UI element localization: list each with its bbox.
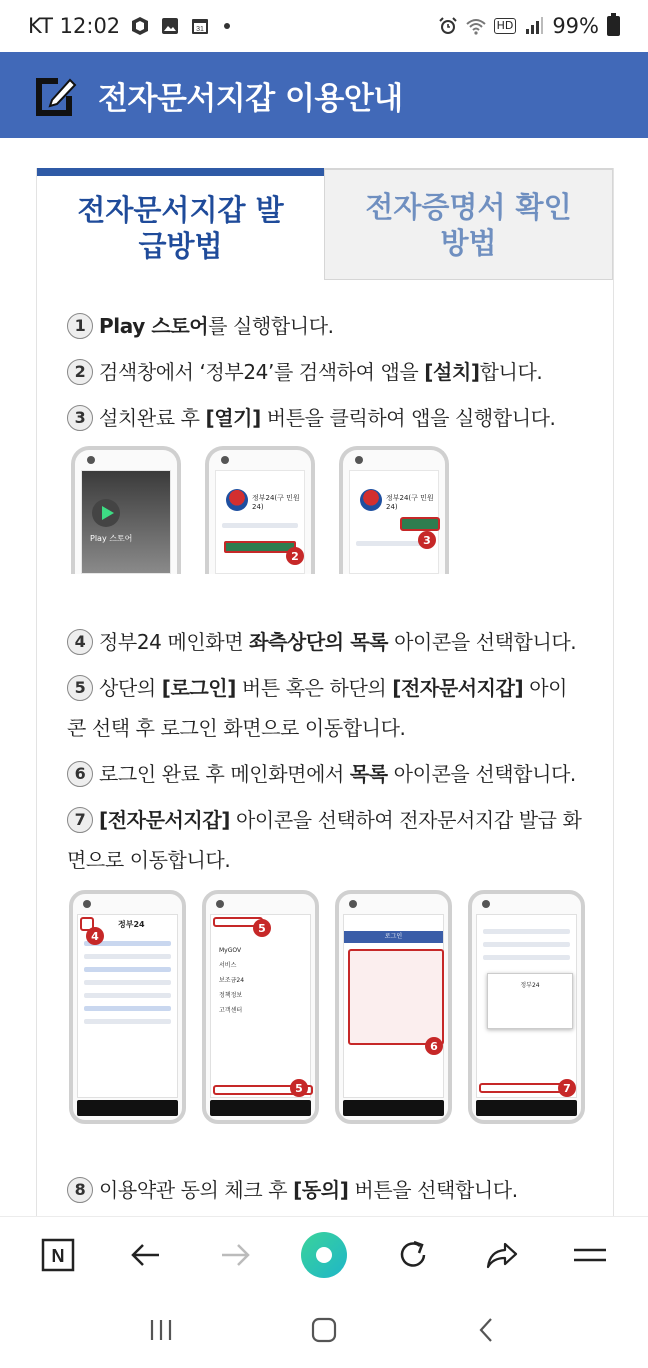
cube-icon [130,16,150,36]
gov24-logo-icon [360,489,382,511]
browser-toolbar [0,1216,648,1292]
signal-icon [524,16,544,36]
step-emphasis: 좌측상단의 목록 [249,630,389,654]
step-badge: 5 [253,919,271,937]
phone-app-title: 정부24(구 민원24) [252,494,300,511]
step-text: 정부24 메인화면 [99,630,250,654]
edit-document-icon [30,70,80,120]
svg-text:N: N [51,1245,65,1266]
battery-percent: 99% [552,14,599,38]
status-left [28,14,230,38]
menu-item: 보조금24 [219,977,245,984]
recent-apps-icon[interactable] [139,1308,183,1352]
step-badge: 4 [86,927,104,945]
status-right [438,14,620,38]
gallery-icon [160,16,180,36]
dialog-box [487,973,573,1029]
menu-item: 정책정보 [219,992,243,999]
phone-screenshot-open [339,446,449,574]
step-number: 5 [67,675,93,701]
step-badge: 3 [418,531,436,549]
step-text: 상단의 [99,676,162,700]
step-number: 3 [67,405,93,431]
svg-text:31: 31 [196,26,205,33]
login-screenshots [69,890,585,1124]
phone-screenshot-playstore [71,446,181,574]
forward-arrow-icon[interactable] [213,1233,257,1277]
page-title: 전자문서지갑 이용안내 [98,80,403,117]
step-number: 4 [67,629,93,655]
step-7 [67,800,585,880]
phone-screenshot-menu [202,890,319,1124]
step-5 [67,668,585,748]
carrier-time: KT 12:02 [28,14,121,38]
step-3 [67,398,585,438]
step-number: 6 [67,761,93,787]
phone-screenshot-main [69,890,186,1124]
calendar-icon [190,16,210,36]
back-icon[interactable] [465,1308,509,1352]
steps-list [37,280,613,1210]
step-text: 아이콘을 선택합니다. [388,630,577,654]
status-bar [0,0,648,52]
menu-icon[interactable] [568,1233,612,1277]
step-emphasis: Play 스토어 [99,314,209,338]
menu-item: MyGOV [219,947,242,954]
share-icon[interactable] [480,1233,524,1277]
step-number: 2 [67,359,93,385]
guide-content [36,168,614,1216]
dialog-title: 정부24 [520,982,540,989]
step-1 [67,306,585,346]
step-2 [67,352,585,392]
step-emphasis: 목록 [349,762,388,786]
phone-app-name: 정부24 [118,920,145,929]
step-text: 설치완료 후 [99,406,206,430]
open-button-highlight [400,517,440,531]
play-store-icon [92,499,120,527]
login-title: 로그인 [344,931,443,943]
step-emphasis: [설치] [424,360,480,384]
step-badge: 6 [425,1037,443,1055]
phone-screenshot-install [205,446,315,574]
battery-icon [607,16,620,36]
wifi-icon [466,16,486,36]
step-badge: 5 [290,1079,308,1097]
step-text: 이용약관 동의 체크 후 [99,1178,294,1202]
tab-certificate-check[interactable]: 전자증명서 확인 방법 [324,168,613,280]
phone-screenshot-login [335,890,452,1124]
step-text: 로그인 완료 후 메인화면에서 [99,762,350,786]
phone-app-title: 정부24(구 민원24) [386,494,434,511]
step-number: 8 [67,1177,93,1203]
step-text: 아이콘 선택 후 로그인 화면으로 이동합니다. [67,676,568,740]
step-text: 를 실행합니다. [208,314,334,338]
page-header [0,52,648,138]
step-4 [67,622,585,662]
step-emphasis: [동의] [293,1178,349,1202]
step-text: 검색창에서 ‘정부24’를 검색하여 앱을 [99,360,425,384]
menu-item: 서비스 [219,962,237,969]
naver-home-icon[interactable] [36,1233,80,1277]
step-badge: 7 [558,1079,576,1097]
green-dot-icon[interactable] [301,1232,347,1278]
step-text: 버튼 혹은 하단의 [235,676,393,700]
back-arrow-icon[interactable] [124,1233,168,1277]
menu-item: 고객센터 [219,1007,243,1014]
alarm-icon [438,16,458,36]
step-text: 버튼을 클릭하여 앱을 실행합니다. [260,406,556,430]
install-button-highlight [224,541,296,553]
phone-caption: Play 스토어 [90,534,133,543]
step-emphasis: [전자문서지갑] [99,808,231,832]
login-area-highlight [348,949,444,1045]
step-emphasis: [전자문서지갑] [392,676,524,700]
step-badge: 2 [286,547,304,565]
phone-screenshot-wallet [468,890,585,1124]
gov24-logo-icon [226,489,248,511]
refresh-icon[interactable] [391,1233,435,1277]
step-emphasis: [열기] [205,406,261,430]
system-nav-bar [0,1292,648,1368]
step-text: 버튼을 선택합니다. [348,1178,518,1202]
notification-dot [224,23,230,29]
step-text: 아이콘을 선택하여 전자문서지갑 발급 화면으로 이동합니다. [67,808,582,872]
step-number: 7 [67,807,93,833]
hd-icon: HD [494,18,517,34]
tab-wallet-issue[interactable]: 전자문서지갑 발급방법 [37,168,324,280]
step-emphasis: [로그인] [161,676,236,700]
guide-tabs [37,168,613,280]
step-number: 1 [67,313,93,339]
step-text: 합니다. [479,360,543,384]
step-text: 아이콘을 선택합니다. [387,762,576,786]
install-screenshots [71,446,585,574]
home-icon[interactable] [302,1308,346,1352]
step-6 [67,754,585,794]
step-8 [67,1170,585,1210]
